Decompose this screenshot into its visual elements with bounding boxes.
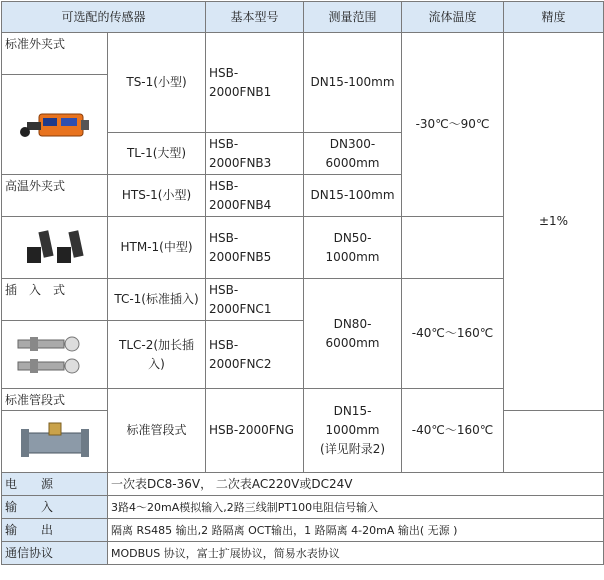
model-cell: HSB-2000FNC2 [206, 321, 304, 389]
temperature-cell: -30℃～90℃ [402, 33, 504, 217]
sensor-spec-table [1, 1, 604, 565]
table-row [2, 33, 604, 75]
category-label: 插 入 式 [2, 279, 108, 321]
temperature-cell: -40℃～160℃ [402, 389, 504, 473]
spec-value-output: 隔离 RS485 输出,2 路隔离 OCT输出，1 路隔离 4-20mA 输出( 无源 ) [108, 519, 604, 542]
header-model: 基本型号 [206, 2, 304, 33]
model-cell: HSB-2000FNG [206, 389, 304, 473]
pipe-section-sensor-icon [2, 411, 108, 473]
temperature-cell: -40℃～160℃ [402, 279, 504, 389]
range-cell: DN50-1000mm [304, 217, 402, 279]
spec-value-power: 一次表DC8-36V， 二次表AC220V或DC24V [108, 473, 604, 496]
header-range: 测量范围 [304, 2, 402, 33]
spec-label-input: 输 入 [2, 496, 108, 519]
range-cell: DN300-6000mm [304, 133, 402, 175]
spec-row [2, 496, 604, 519]
header-temperature: 流体温度 [402, 2, 504, 33]
sensor-cell: HTS-1(小型) [108, 175, 206, 217]
spec-row [2, 542, 604, 565]
range-cell: DN15-1000mm (详见附录2) [304, 389, 402, 473]
header-sensor: 可选配的传感器 [2, 2, 206, 33]
range-cell: DN80-6000mm [304, 279, 402, 389]
range-cell: DN15-100mm [304, 175, 402, 217]
model-cell: HSB-2000FNB5 [206, 217, 304, 279]
accuracy-cell: ±1% [504, 33, 604, 411]
spec-label-power: 电 源 [2, 473, 108, 496]
model-cell: HSB-2000FNC1 [206, 279, 304, 321]
category-label: 标准管段式 [2, 389, 108, 411]
table-header-row [2, 2, 604, 33]
model-cell: HSB-2000FNB3 [206, 133, 304, 175]
sensor-cell: TL-1(大型) [108, 133, 206, 175]
sensor-cell: TLC-2(加长插入) [108, 321, 206, 389]
category-label: 标准外夹式 [2, 33, 108, 75]
header-accuracy: 精度 [504, 2, 604, 33]
sensor-cell: TS-1(小型) [108, 33, 206, 133]
spec-value-input: 3路4～20mA模拟输入,2路三线制PT100电阻信号输入 [108, 496, 604, 519]
category-label: 高温外夹式 [2, 175, 108, 217]
sensor-cell: TC-1(标准插入) [108, 279, 206, 321]
model-cell: HSB-2000FNB4 [206, 175, 304, 217]
spec-label-output: 输 出 [2, 519, 108, 542]
spec-row [2, 473, 604, 496]
sensor-cell: HTM-1(中型) [108, 217, 206, 279]
insertion-sensor-icon [2, 321, 108, 389]
high-temp-clamp-sensor-icon [2, 217, 108, 279]
sensor-cell: 标准管段式 [108, 389, 206, 473]
spec-value-protocol: MODBUS 协议，富士扩展协议，简易水表协议 [108, 542, 604, 565]
model-cell: HSB-2000FNB1 [206, 33, 304, 133]
spec-label-protocol: 通信协议 [2, 542, 108, 565]
clamp-on-sensor-icon [2, 75, 108, 175]
spec-row [2, 519, 604, 542]
range-cell: DN15-100mm [304, 33, 402, 133]
